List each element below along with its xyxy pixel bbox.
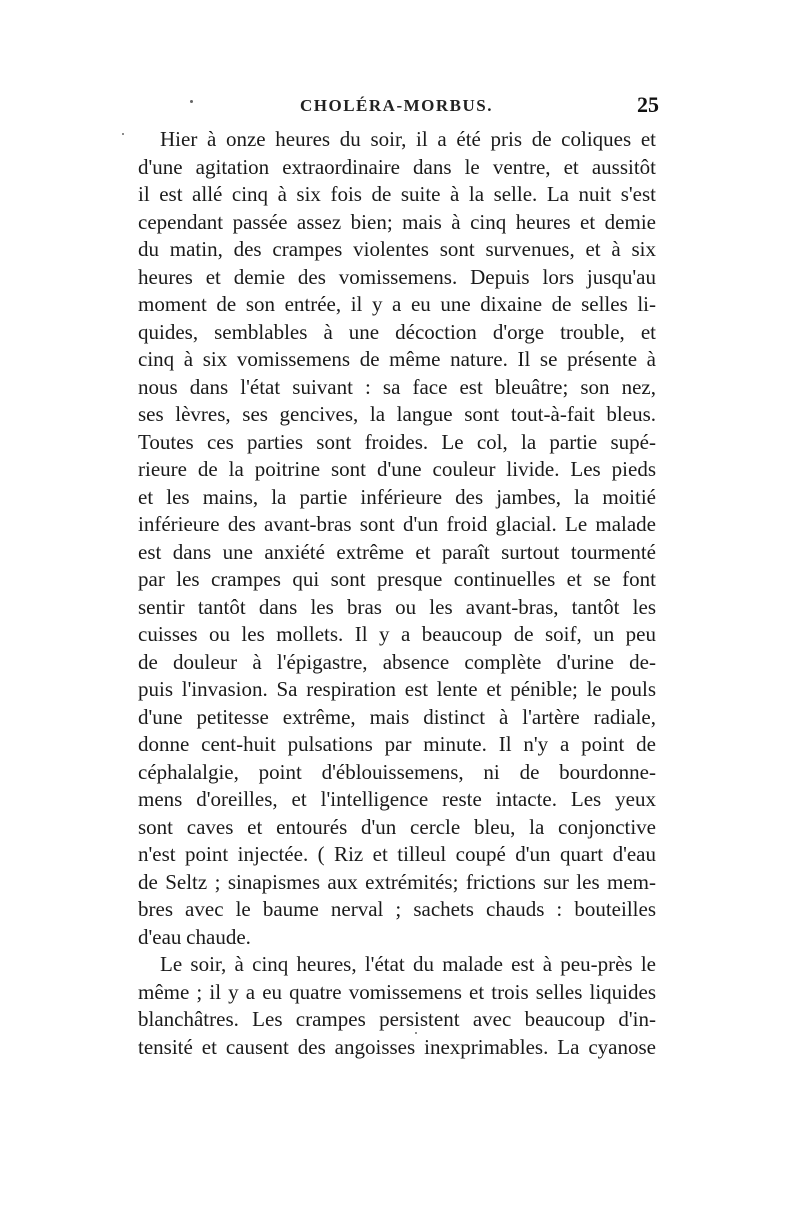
text-line: d'eau chaude. — [138, 924, 251, 949]
text-line: moment de son entrée, il y a eu une dixaine de selles li- — [138, 292, 656, 316]
text-line: Hier à onze heures du soir, il a été pris de coliques et — [160, 127, 656, 151]
text-line: est dans une anxiété extrême et paraît surtout tourmenté — [138, 539, 656, 564]
text-line: par les crampes qui sont presque continuelles et se font — [138, 567, 656, 591]
text-line: de Seltz ; sinapismes aux extrémités; frictions sur les mem- — [138, 869, 656, 894]
text-line: heures et demie des vomissemens. Depuis lors jusqu'au — [138, 264, 656, 289]
running-title: CHOLÉRA-MORBUS. — [300, 96, 493, 115]
text-line: céphalalgie, point d'éblouissemens, ni de bourdonne- — [138, 759, 656, 784]
text-line: du matin, des crampes violentes sont survenues, et à six — [138, 237, 656, 261]
text-line: bres avec le baume nerval ; sachets chauds : bouteilles — [138, 897, 656, 921]
text-line: et les mains, la partie inférieure des jambes, la moitié — [138, 484, 656, 509]
text-line: Toutes ces parties sont froides. Le col, la partie supé- — [138, 429, 656, 454]
ink-speck — [122, 133, 124, 135]
text-line: inférieure des avant-bras sont d'un froid glacial. Le malade — [138, 512, 656, 536]
text-line: de douleur à l'épigastre, absence complète d'urine de- — [138, 649, 656, 674]
text-line: puis l'invasion. Sa respiration est lente et pénible; le pouls — [138, 677, 656, 701]
text-line: ses lèvres, ses gencives, la langue sont tout-à-fait bleus. — [138, 402, 656, 426]
text-line: cependant passée assez bien; mais à cinq heures et demie — [138, 209, 656, 234]
text-line: Le soir, à cinq heures, l'état du malade est à peu-près le — [160, 952, 656, 976]
ink-speck — [415, 1032, 417, 1034]
text-line: n'est point injectée. ( Riz et tilleul coupé d'un quart d'eau — [138, 842, 656, 866]
text-line: cinq à six vomissemens de même nature. Il se présente à — [138, 347, 656, 371]
text-line: cuisses ou les mollets. Il y a beaucoup de soif, un peu — [138, 622, 656, 646]
text-line: quides, semblables à une décoction d'orge trouble, et — [138, 319, 656, 344]
text-line: donne cent-huit pulsations par minute. Il n'y a point de — [138, 732, 656, 756]
text-line: même ; il y a eu quatre vomissemens et trois selles liquides — [138, 979, 656, 1004]
text-line: nous dans l'état suivant : sa face est bleuâtre; son nez, — [138, 374, 656, 399]
ink-speck — [190, 100, 193, 103]
text-line: d'une agitation extraordinaire dans le ventre, et aussitôt — [138, 154, 656, 179]
text-line: mens d'oreilles, et l'intelligence reste intacte. Les yeux — [138, 787, 656, 811]
text-line: sentir tantôt dans les bras ou les avant-bras, tantôt les — [138, 594, 656, 619]
page-header — [134, 92, 659, 126]
text-line: blanchâtres. Les crampes persistent avec beaucoup d'in- — [138, 1007, 656, 1031]
text-line: il est allé cinq à six fois de suite à la selle. La nuit s'est — [138, 182, 656, 206]
page-number: 25 — [637, 92, 659, 117]
text-line: sont caves et entourés d'un cercle bleu, la conjonctive — [138, 814, 656, 839]
body-text — [138, 126, 656, 1061]
text-line: tensité et causent des angoisses inexprimables. La cyanose — [138, 1034, 656, 1059]
text-line: d'une petitesse extrême, mais distinct à l'artère radiale, — [138, 704, 656, 729]
text-line: rieure de la poitrine sont d'une couleur livide. Les pieds — [138, 457, 656, 481]
